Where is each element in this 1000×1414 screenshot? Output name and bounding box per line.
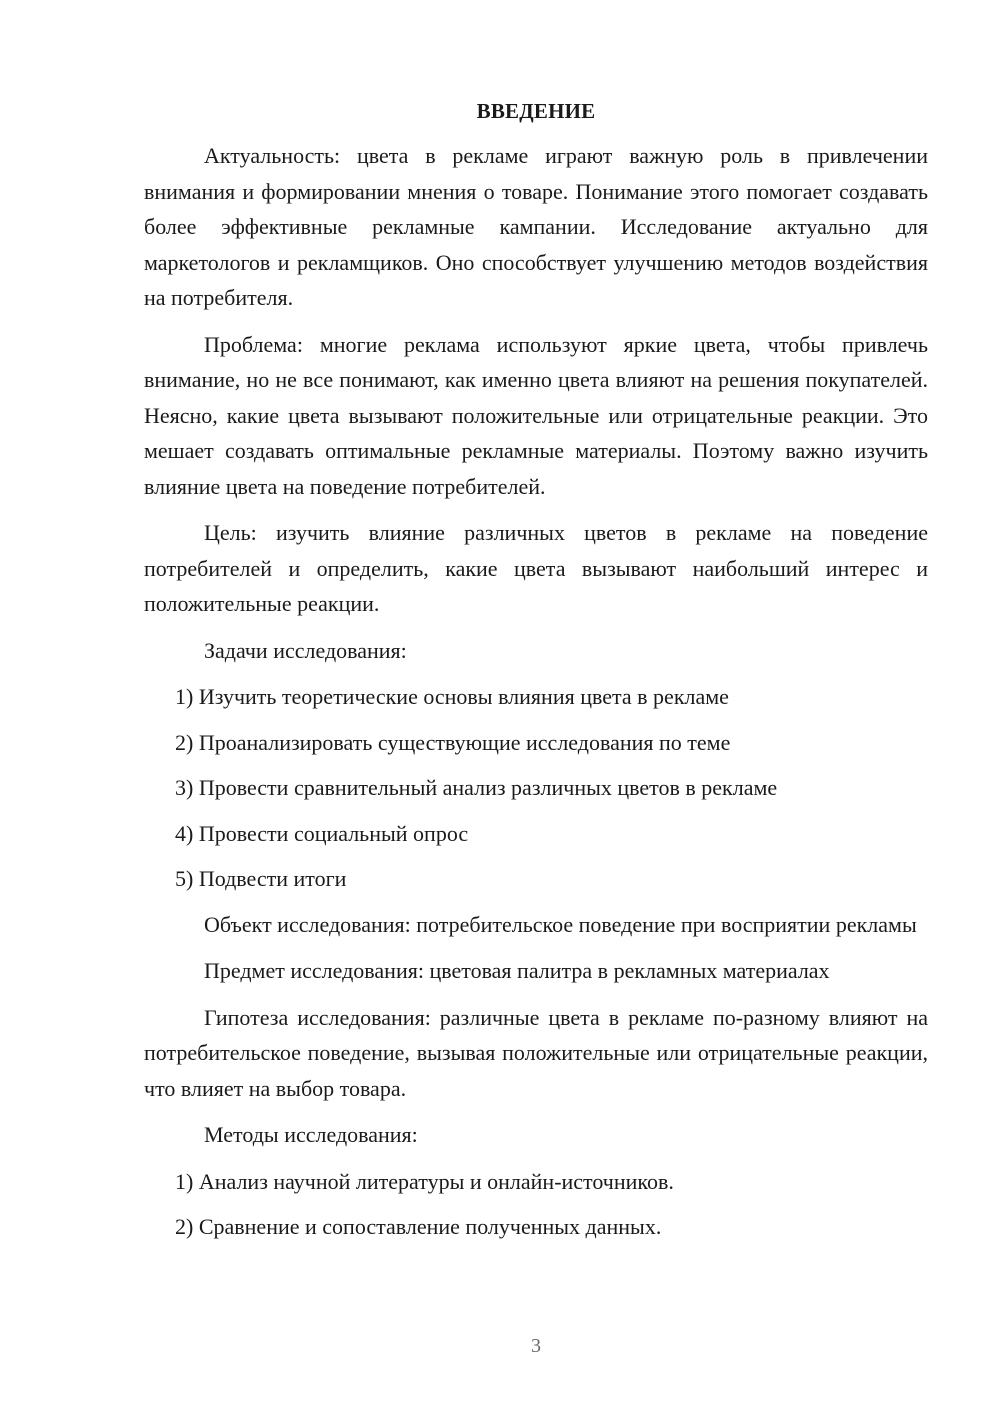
- tasks-list: [144, 679, 928, 897]
- problem-paragraph: Проблема: многие реклама используют яркие цвета, чтобы привлечь внимание, но не все понимают, как именно цвета влияют на решения покупателей. Неясно, какие цвета вызывают положительные или отрицательные реакции. Это мешает создавать оптимальные рекламные материалы. Поэтому важно изучить влияние цвета на поведение потребителей.: [144, 331, 928, 499]
- page-title: ВВЕДЕНИЕ: [476, 99, 596, 123]
- hypothesis-paragraph: Гипотеза исследования: различные цвета в рекламе по-разному влияют на потребительское поведение, вызывая положительные или отрицательные реакции, что влияет на выбор товара.: [144, 1004, 928, 1101]
- tasks-heading: Задачи исследования:: [204, 637, 407, 663]
- list-item: 4) Провести социальный опрос: [175, 820, 469, 846]
- list-item: 5) Подвести итоги: [175, 866, 347, 891]
- list-item: 2) Сравнение и сопоставление полученных данных.: [175, 1214, 662, 1239]
- list-item: 2) Проанализировать существующие исследования по теме: [175, 729, 731, 755]
- methods-list: [144, 1164, 928, 1245]
- object-paragraph: Объект исследования: потребительское поведение при восприятии рекламы: [204, 911, 917, 937]
- page-content: [144, 96, 928, 1255]
- page-number: 3: [531, 1335, 541, 1357]
- subject-paragraph: Предмет исследования: цветовая палитра в рекламных материалах: [204, 958, 830, 983]
- methods-heading: Методы исследования:: [204, 1122, 418, 1147]
- list-item: 3) Провести сравнительный анализ различных цветов в рекламе: [175, 775, 778, 800]
- list-item: 1) Анализ научной литературы и онлайн-источников.: [175, 1168, 674, 1194]
- relevance-paragraph: Актуальность: цвета в рекламе играют важную роль в привлечении внимания и формировании мнения о товаре. Понимание этого помогает создавать более эффективные рекламные кампании. Исследование актуально для маркетологов и рекламщиков. Оно способствует улучшению методов воздействия на потребителя.: [144, 143, 928, 310]
- goal-paragraph: Цель: изучить влияние различных цветов в рекламе на поведение потребителей и определить, какие цвета вызывают наибольший интерес и положительные реакции.: [144, 520, 928, 616]
- list-item: 1) Изучить теоретические основы влияния цвета в рекламе: [175, 684, 729, 709]
